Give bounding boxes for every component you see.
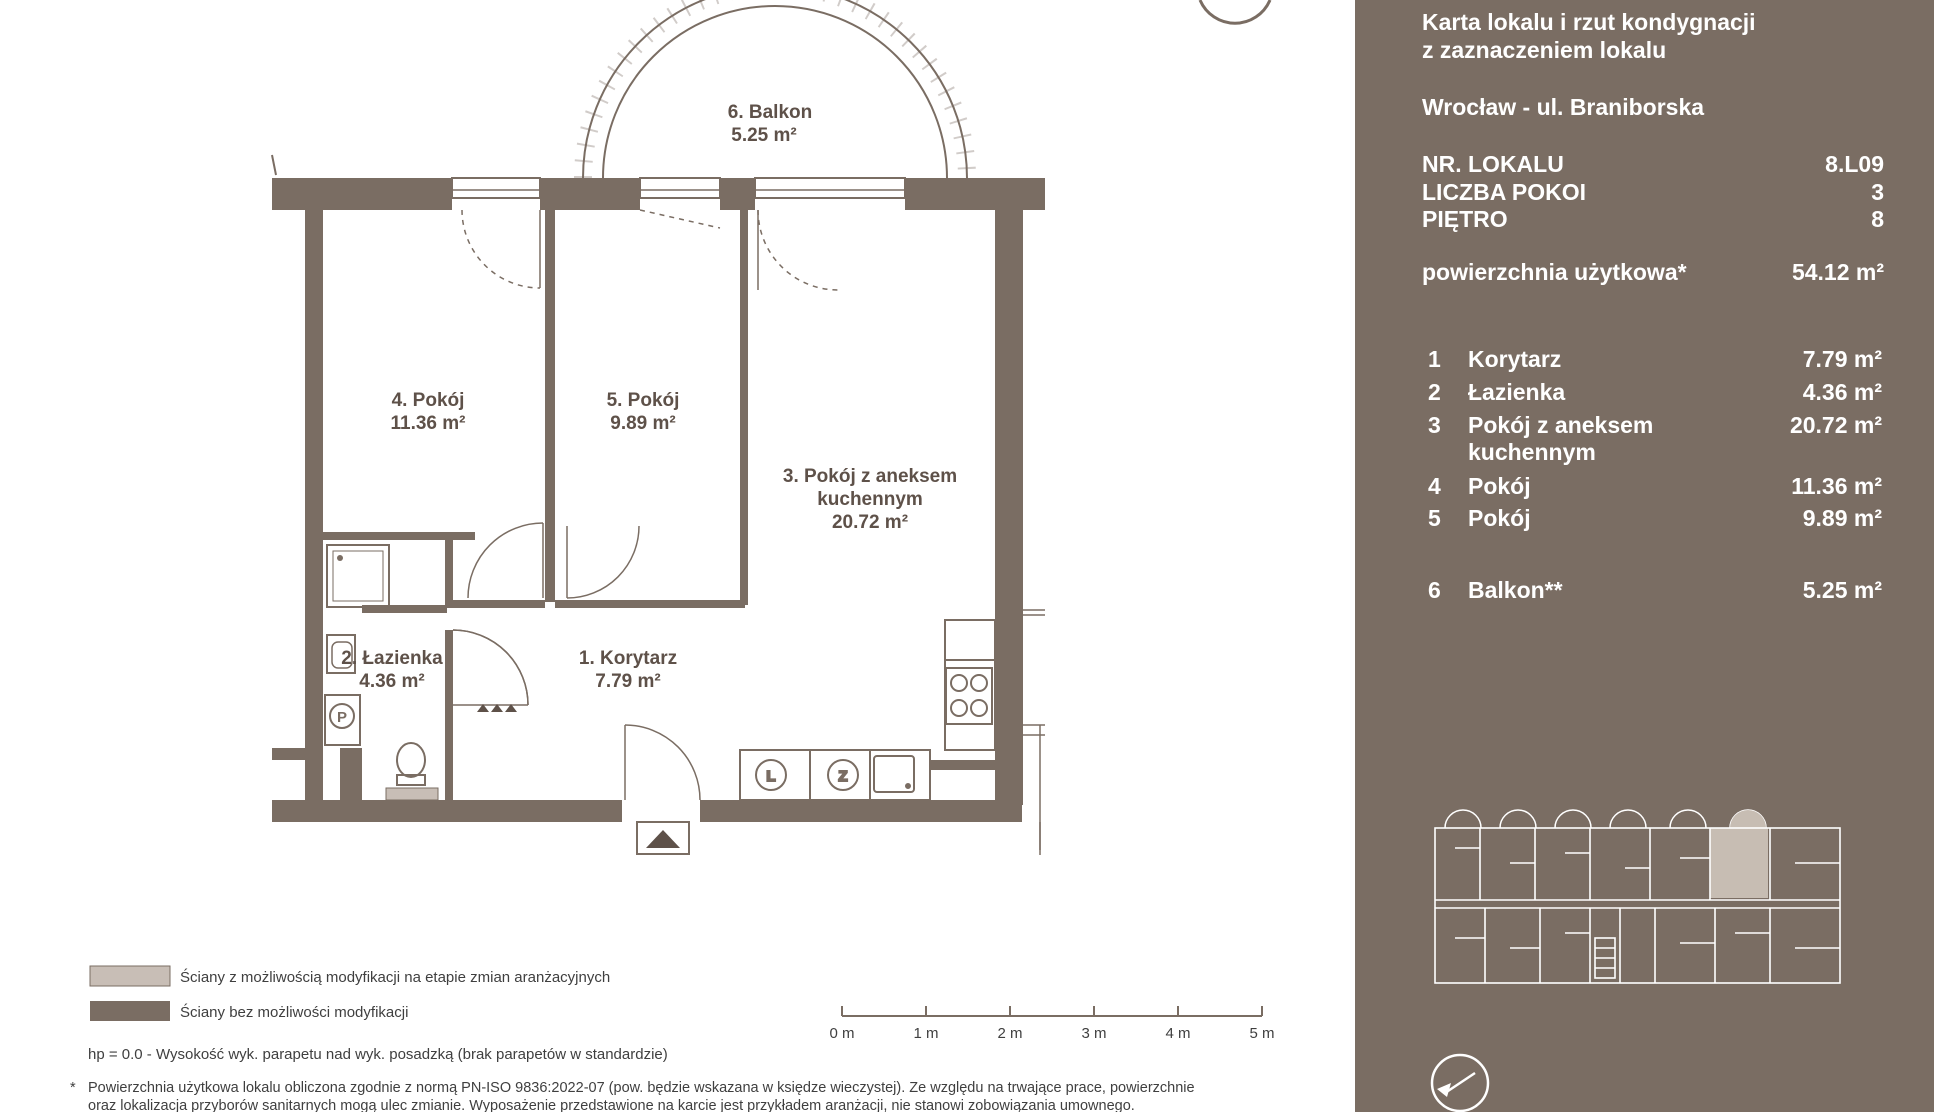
lazienka-area: 4.36 m² xyxy=(359,671,425,692)
info-panel xyxy=(1355,0,1934,1112)
pokoj5-name: 5. Pokój xyxy=(606,390,680,411)
scale-ticks xyxy=(829,1025,1274,1042)
balkon-name: 6. Balkon xyxy=(727,102,813,123)
scale-tick: 0 m xyxy=(829,1025,855,1042)
area-value: 54.12 m² xyxy=(1791,259,1884,285)
scale-bar xyxy=(842,1006,1262,1016)
scale-tick: 3 m xyxy=(1081,1025,1107,1042)
room-name: Pokój xyxy=(1468,505,1531,531)
hp-note: hp = 0.0 - Wysokość wyk. parapetu nad wyk. posadzką (brak parapetów w standardzie) xyxy=(88,1046,668,1063)
pokoj5-area: 9.89 m² xyxy=(610,413,676,434)
svg-text:P: P xyxy=(336,709,348,726)
north-arrow-icon xyxy=(1415,1045,1495,1112)
electric-panel-icon xyxy=(477,704,517,712)
panel-title-1: Karta lokalu i rzut kondygnacji xyxy=(1422,9,1756,35)
room-area: 4.36 m² xyxy=(1802,379,1882,405)
outer-walls xyxy=(272,178,1045,822)
pietro-label: PIĘTRO xyxy=(1422,206,1508,232)
room-num: 6 xyxy=(1428,577,1441,603)
room-num: 4 xyxy=(1428,473,1441,499)
scale-tick: 4 m xyxy=(1165,1025,1191,1042)
compass-fragment xyxy=(1200,0,1270,23)
room-area: 20.72 m² xyxy=(1789,412,1882,438)
pokoj3-name1: 3. Pokój z aneksem xyxy=(782,466,958,487)
room-num: 1 xyxy=(1428,346,1441,372)
kitchen xyxy=(740,620,995,800)
lazienka-name: 2. Łazienka xyxy=(341,648,443,669)
room-area: 5.25 m² xyxy=(1802,577,1882,603)
korytarz-area: 7.79 m² xyxy=(595,671,661,692)
boiler-p-icon xyxy=(325,695,360,745)
room-name: Balkon** xyxy=(1468,577,1563,603)
room-name: Łazienka xyxy=(1468,379,1566,405)
shower-icon xyxy=(327,545,389,607)
room-area: 11.36 m² xyxy=(1791,473,1882,499)
building-key-plan xyxy=(1425,808,1865,998)
liczba-pokoi-value: 3 xyxy=(1871,179,1884,205)
svg-text:L: L xyxy=(766,768,776,785)
nr-lokalu-label: NR. LOKALU xyxy=(1422,151,1564,177)
pietro-value: 8 xyxy=(1871,206,1884,232)
legend-modifiable: Ściany z możliwością modyfikacji na etapie zmian aranżacyjnych xyxy=(180,969,611,986)
pokoj4-area: 11.36 m² xyxy=(390,413,466,434)
scale-tick: 1 m xyxy=(913,1025,939,1042)
footnote-mark: * xyxy=(70,1080,76,1096)
stairs-arrow-icon xyxy=(637,822,689,854)
legend-swatch-fixed xyxy=(90,1001,170,1021)
scale-tick: 5 m xyxy=(1249,1025,1275,1042)
room-name: Korytarz xyxy=(1468,346,1562,372)
area-label: powierzchnia użytkowa* xyxy=(1422,259,1687,285)
toilet-icon xyxy=(386,743,438,800)
pokoj3-area: 20.72 m² xyxy=(831,512,909,533)
legend-swatch-modifiable xyxy=(90,966,170,986)
pokoj3-name2: kuchennym xyxy=(817,489,923,510)
balcony xyxy=(583,0,967,178)
room-num: 2 xyxy=(1428,379,1441,405)
balkon-area: 5.25 m² xyxy=(731,125,797,146)
windows xyxy=(452,178,905,198)
cooktop-icon xyxy=(946,668,992,724)
scale-tick: 2 m xyxy=(997,1025,1023,1042)
room-num: 5 xyxy=(1428,505,1441,531)
legend-fixed: Ściany bez możliwości modyfikacji xyxy=(180,1004,409,1021)
unit-highlight xyxy=(1710,828,1768,898)
bathroom-door xyxy=(453,630,528,705)
panel-title-2: z zaznaczeniem lokalu xyxy=(1422,37,1667,63)
room-name: Pokój z aneksem xyxy=(1468,412,1654,438)
svg-text:Z: Z xyxy=(838,768,848,785)
pokoj4-name: 4. Pokój xyxy=(391,390,465,411)
wall-stub xyxy=(272,155,276,175)
room-name-2: kuchennym xyxy=(1468,439,1596,465)
room-num: 3 xyxy=(1428,412,1441,438)
room-area: 7.79 m² xyxy=(1802,346,1882,372)
location: Wrocław - ul. Braniborska xyxy=(1422,94,1705,120)
washer-icon xyxy=(756,760,858,790)
liczba-pokoi-label: LICZBA POKOI xyxy=(1422,179,1586,205)
right-stub xyxy=(1023,725,1045,855)
room-area: 9.89 m² xyxy=(1802,505,1882,531)
door-swings xyxy=(453,210,1045,850)
footnote-line1: Powierzchnia użytkowa lokalu obliczona zgodnie z normą PN-ISO 9836:2022-07 (pow. będzie wskazana w księdze wieczystej). Ze względu na trwające prace, powierzchnie xyxy=(88,1080,1195,1096)
interior-walls xyxy=(323,210,748,805)
nr-lokalu-value: 8.L09 xyxy=(1825,151,1884,177)
room-name: Pokój xyxy=(1468,473,1531,499)
korytarz-name: 1. Korytarz xyxy=(578,648,678,669)
footnote-line2: oraz lokalizacja przyborów sanitarnych mogą ulec zmianie. Wyposażenie przedstawione na karcie jest przykładem aranżacji, nie stanowi zobowiązania umownego. xyxy=(88,1098,1135,1112)
sink-icon xyxy=(874,756,914,792)
